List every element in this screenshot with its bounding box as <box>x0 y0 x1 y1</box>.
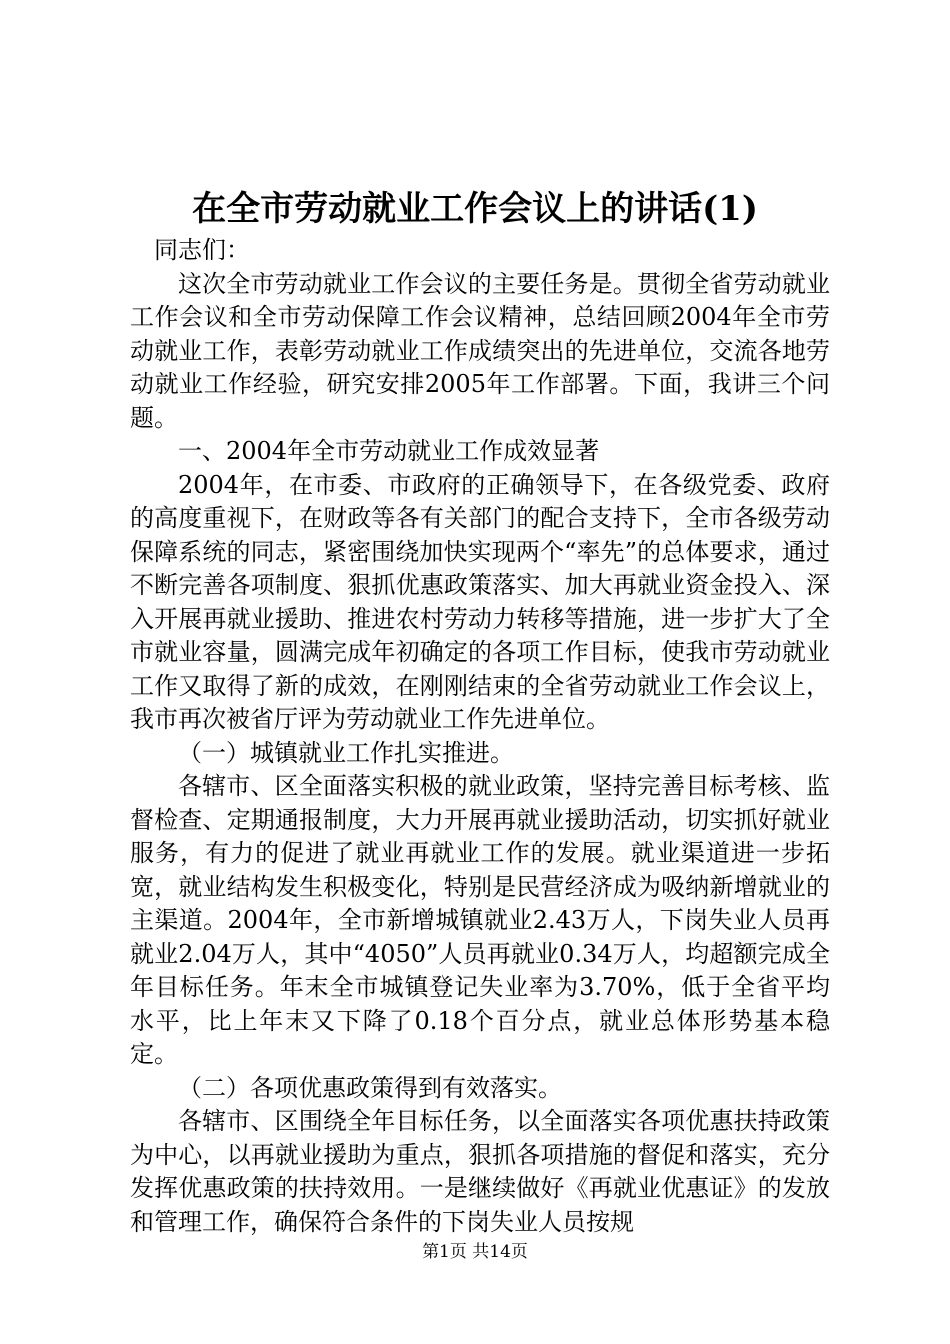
section-heading-1: 一、2004年全市劳动就业工作成效显著 <box>178 437 600 465</box>
subsection-heading-1: （一）城镇就业工作扎实推进。 <box>178 738 514 767</box>
subsection-1-paragraph: 各辖市、区全面落实积极的就业政策，坚持完善目标考核、监督检查、定期通报制度，大力开展再就业援助活动，切实抓好就业服务，有力的促进了就业再就业工作的发展。就业渠道进一步拓宽，就业结构发生积极变化，特别是民营经济成为吸纳新增就业的主渠道。2004年，全市新增城镇就业2.43万人，下岗失业人员再就业2.04万人，其中“4050”人员再就业0.34万人，均超额完成全年目标任务。年末全市城镇登记失业率为3.70%，低于全省平均水平，比上年末又下降了0.18个百分点，就业总体形势基本稳定。 <box>130 772 830 1068</box>
salutation-paragraph: 同志们： <box>154 236 250 264</box>
subsection-2-paragraph: 各辖市、区围绕全年目标任务，以全面落实各项优惠扶持政策为中心，以再就业援助为重点，狠抓各项措施的督促和落实，充分发挥优惠政策的扶持效用。一是继续做好《再就业优惠证》的发放和管理工作，确保符合条件的下岗失业人员按规 <box>130 1107 830 1236</box>
document-title: 在全市劳动就业工作会议上的讲话(1) <box>192 189 758 229</box>
subsection-heading-2: （二）各项优惠政策得到有效落实。 <box>178 1073 562 1102</box>
intro-paragraph: 这次全市劳动就业工作会议的主要任务是。贯彻全省劳动就业工作会议和全市劳动保障工作会议精神，总结回顾2004年全市劳动就业工作，表彰劳动就业工作成绩突出的先进单位，交流各地劳动就业工作经验，研究安排2005年工作部署。下面，我讲三个问题。 <box>130 269 830 432</box>
page-footer: 第1页 共14页 <box>422 1242 528 1262</box>
document-body <box>130 234 830 1239</box>
section-1-paragraph: 2004年，在市委、市政府的正确领导下，在各级党委、政府的高度重视下，在财政等各有关部门的配合支持下，全市各级劳动保障系统的同志，紧密围绕加快实现两个“率先”的总体要求，通过不断完善各项制度、狠抓优惠政策落实、加大再就业资金投入、深入开展再就业援助、推进农村劳动力转移等措施，进一步扩大了全市就业容量，圆满完成年初确定的各项工作目标，使我市劳动就业工作又取得了新的成效，在刚刚结束的全省劳动就业工作会议上，我市再次被省厅评为劳动就业工作先进单位。 <box>130 470 830 733</box>
